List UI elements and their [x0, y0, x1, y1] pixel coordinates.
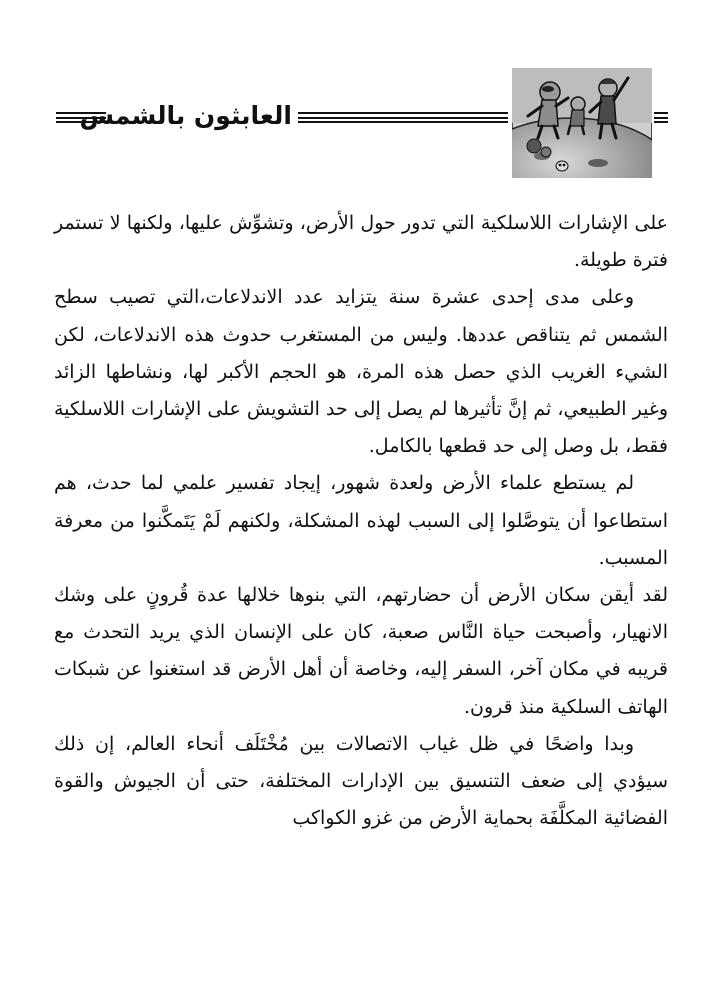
- paragraph-3: لم يستطع علماء الأرض ولعدة شهور، إيجاد تفسير علمي لما حدث، هم استطاعوا أن يتوصَّلوا إلى السبب لهذه المشكلة، ولكنهم لَمْ يَتَمكَّنوا من معرفة المسبب.: [54, 472, 668, 569]
- page-header: [56, 68, 668, 178]
- paragraph-5: وبدا واضحًا في ظل غياب الاتصالات بين مُخْتَلَف أنحاء العالم، إن ذلك سيؤدي إلى ضعف التنسيق بين الإدارات المختلفة، حتى أن الجيوش والقوة الفضائية المكلَّفَة بحماية الأرض من غزو الكواكب: [54, 732, 668, 830]
- cartoon-characters-on-planet-icon: [512, 68, 652, 178]
- decorative-rule-middle: [298, 112, 508, 123]
- paragraph-4: لقد أيقن سكان الأرض أن حضارتهم، التي بنوها خلالها عدة قُرونٍ على وشك الانهيار، وأصبحت حياة النَّاس صعبة، كان على الإنسان الذي يريد التحدث مع قريبه في مكان آخر، السفر إليه، وخاصة أن أهل الأرض قد استغنوا عن شبكات الهاتف السلكية منذ قرون.: [54, 584, 668, 718]
- decorative-rule-right: [654, 112, 668, 123]
- paragraph-1: على الإشارات اللاسلكية التي تدور حول الأرض، وتشوِّش عليها، ولكنها لا تستمر فترة طويلة.: [54, 212, 668, 272]
- chapter-title: العابثون بالشمس: [79, 101, 292, 130]
- paragraph-2: وعلى مدى إحدى عشرة سنة يتزايد عدد الاندلاعات،التي تصيب سطح الشمس ثم يتناقص عددها. وليس من المستغرب حدوث هذه الاندلاعات، لكن الشيء الغريب الذي حصل هذه المرة، هو الحجم الأكبر لها، ونشاطها الزائد وغير الطبيعي، ثم إنَّ تأثيرها لم يصل إلى حد التشويش على الإشارات اللاسلكية فقط، بل وصل إلى حد قطعها بالكامل.: [54, 286, 668, 458]
- page-body-text: [54, 205, 668, 837]
